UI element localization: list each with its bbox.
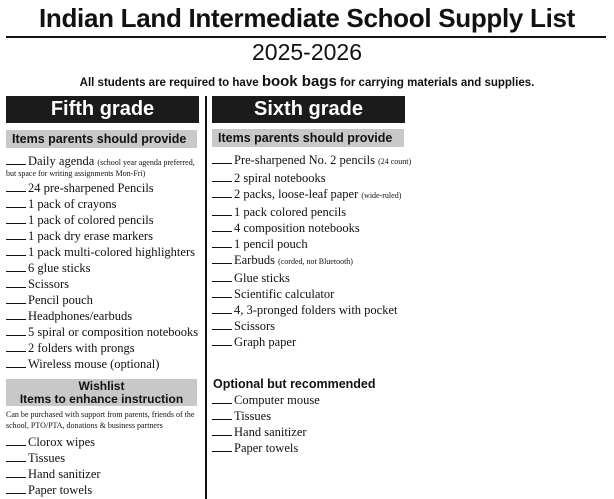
checkbox-line	[6, 212, 26, 224]
list-item	[6, 276, 202, 292]
list-item	[212, 236, 408, 252]
item-text: 2 packs, loose-leaf paper	[234, 187, 359, 201]
item-text: 1 pack dry erase markers	[28, 229, 153, 243]
list-item	[212, 186, 408, 204]
item-text: Computer mouse	[234, 393, 320, 407]
item-text: Tissues	[234, 409, 272, 423]
list-item	[6, 180, 202, 196]
list-item	[212, 252, 408, 270]
checkbox-line	[6, 340, 26, 352]
list-item	[212, 334, 408, 350]
checkbox-line	[6, 196, 26, 208]
school-year: 2025-2026	[252, 39, 362, 65]
item-text: 24 pre-sharpened Pencils	[28, 181, 154, 195]
checkbox-line	[6, 324, 26, 336]
list-item	[212, 424, 408, 440]
list-item	[6, 196, 202, 212]
item-text: Hand sanitizer	[234, 425, 307, 439]
checkbox-line	[212, 440, 232, 452]
list-item	[212, 170, 408, 186]
checkbox-line	[6, 466, 26, 478]
checkbox-line	[6, 180, 26, 192]
checkbox-line	[6, 434, 26, 446]
item-text: Scissors	[234, 319, 275, 333]
item-note: (corded, not Bluetooth)	[278, 257, 353, 266]
optional-list	[212, 392, 408, 456]
item-text: Scissors	[28, 277, 69, 291]
checkbox-line	[6, 276, 26, 288]
list-item	[6, 228, 202, 244]
list-item	[212, 302, 408, 318]
list-item	[6, 434, 202, 450]
checkbox-line	[212, 236, 232, 248]
item-text: Scientific calculator	[234, 287, 335, 301]
list-item	[212, 270, 408, 286]
item-text: 1 pack of crayons	[28, 197, 117, 211]
list-item	[6, 308, 202, 324]
item-note: (school year agenda preferred, but space for writing assignments Mon-Fri)	[6, 158, 195, 178]
checkbox-line	[212, 170, 232, 182]
checkbox-line	[6, 260, 26, 272]
item-text: Hand sanitizer	[28, 467, 101, 481]
item-text: 4 composition notebooks	[234, 221, 360, 235]
item-text: Paper towels	[28, 483, 93, 497]
checkbox-line	[212, 186, 232, 198]
checkbox-line	[212, 408, 232, 420]
checkbox-line	[6, 482, 26, 494]
checkbox-line	[6, 450, 26, 462]
item-text: Pre-sharpened No. 2 pencils	[234, 153, 375, 167]
wishlist-subtitle: Items to enhance instruction	[19, 392, 184, 406]
item-text: 4, 3-pronged folders with pocket	[234, 303, 398, 317]
list-item	[212, 318, 408, 334]
list-item	[212, 286, 408, 302]
item-text: Paper towels	[234, 441, 299, 455]
list-item	[6, 292, 202, 308]
fifth-parents-section-header: Items parents should provide	[6, 130, 197, 148]
wishlist-header	[6, 379, 197, 406]
checkbox-line	[212, 302, 232, 314]
checkbox-line	[212, 252, 232, 264]
checkbox-line	[6, 153, 26, 165]
item-text: 5 spiral or composition notebooks	[28, 325, 199, 339]
checkbox-line	[212, 220, 232, 232]
book-bag-notice	[0, 73, 614, 92]
item-text: Clorox wipes	[28, 435, 96, 449]
list-item	[6, 324, 202, 340]
checkbox-line	[212, 152, 232, 164]
item-text: Glue sticks	[234, 271, 290, 285]
list-item	[6, 260, 202, 276]
fifth-grade-header: Fifth grade	[6, 96, 199, 123]
checkbox-line	[212, 270, 232, 282]
item-text: Wireless mouse (optional)	[28, 357, 160, 371]
checkbox-line	[212, 286, 232, 298]
optional-section-header: Optional but recommended	[213, 377, 376, 391]
item-text: 1 pencil pouch	[234, 237, 308, 251]
notice-text-end: for carrying materials and supplies.	[336, 77, 535, 89]
checkbox-line	[6, 308, 26, 320]
checkbox-line	[212, 424, 232, 436]
list-item	[6, 356, 202, 372]
list-item	[6, 244, 202, 260]
checkbox-line	[212, 318, 232, 330]
sixth-parents-section-header: Items parents should provide	[212, 129, 404, 147]
list-item	[212, 440, 408, 456]
item-text: 2 spiral notebooks	[234, 171, 326, 185]
item-text: 1 pack colored pencils	[234, 205, 347, 219]
list-item	[6, 450, 202, 466]
checkbox-line	[6, 244, 26, 256]
item-text: Headphones/earbuds	[28, 309, 133, 323]
list-item	[212, 392, 408, 408]
list-item	[6, 482, 202, 498]
list-item	[6, 466, 202, 482]
item-text: Graph paper	[234, 335, 297, 349]
list-item	[212, 408, 408, 424]
notice-text-start: All students are required to have	[79, 77, 262, 89]
sixth-grade-list	[212, 152, 412, 350]
item-text: 1 pack of colored pencils	[28, 213, 154, 227]
checkbox-line	[6, 292, 26, 304]
checkbox-line	[212, 334, 232, 346]
column-divider	[205, 96, 207, 499]
checkbox-line	[6, 356, 26, 368]
list-item	[6, 340, 202, 356]
notice-emphasis: book bags	[261, 73, 337, 90]
item-text: Pencil pouch	[28, 293, 93, 307]
sixth-grade-header: Sixth grade	[212, 96, 405, 123]
item-note: (wide-ruled)	[361, 191, 402, 200]
wishlist-title: Wishlist	[78, 379, 125, 393]
item-note: (24 count)	[378, 157, 412, 166]
list-item	[6, 212, 202, 228]
wishlist-list	[6, 434, 202, 498]
checkbox-line	[212, 204, 232, 216]
list-item	[212, 204, 408, 220]
item-text: Earbuds	[234, 253, 275, 267]
list-item	[6, 152, 202, 180]
list-item	[212, 220, 408, 236]
checkbox-line	[6, 228, 26, 240]
wishlist-note: Can be purchased with support from parents, friends of the school, PTO/PTA, donations & business partners	[6, 410, 195, 430]
checkbox-line	[212, 392, 232, 404]
fifth-grade-list	[6, 152, 202, 372]
item-text: Tissues	[28, 451, 66, 465]
item-text: Daily agenda	[28, 154, 95, 168]
list-item	[212, 152, 412, 170]
item-text: 6 glue sticks	[28, 261, 91, 275]
item-text: 2 folders with prongs	[28, 341, 135, 355]
item-text: 1 pack multi-colored highlighters	[28, 245, 195, 259]
page-title: Indian Land Intermediate School Supply List	[38, 3, 576, 33]
